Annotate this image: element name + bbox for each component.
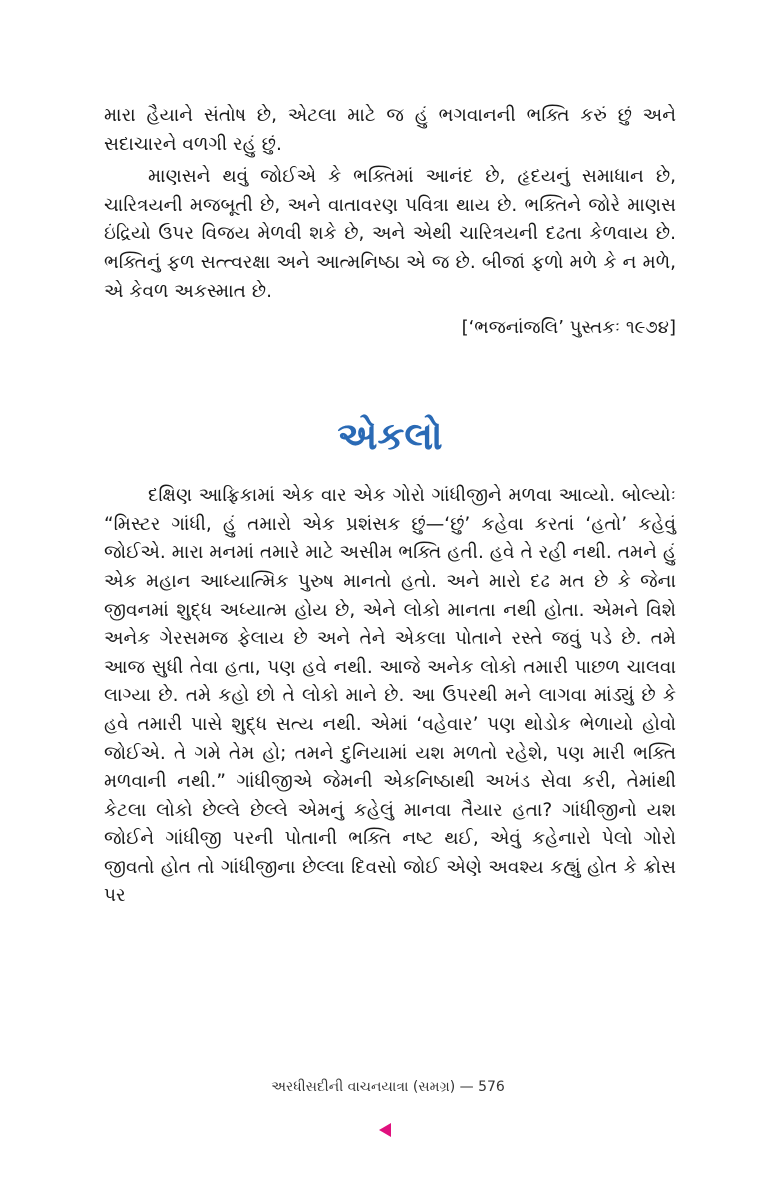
citation: [‘ભજનાંજલિ’ પુસ્તકઃ ૧૯૭૪]	[461, 317, 676, 339]
paragraph-1: મારા હૈયાને સંતોષ છે, એટલા માટે જ હું ભગવાનની ભક્તિ કરું છું અને સદાચારને વળગી રહું છું.	[104, 105, 676, 155]
page-content	[104, 102, 676, 911]
paragraph-3: દક્ષિણ આફ્રિકામાં એક વાર એક ગોરો ગાંધીજીને મળવા આવ્યો. બોલ્યોઃ “મિસ્ટર ગાંધી, હું તમારો એક પ્રશંસક છું—‘છું’ કહેવા કરતાં ‘હતો’ કહેવું જોઈએ. મારા મનમાં તમારે માટે અસીમ ભક્તિ હતી. હવે તે રહી નથી. તમને હું એક મહાન આધ્યાત્મિક પુરુષ માનતો હતો. અને મારો દઢ મત છે કે જેના જીવનમાં શુદ્ધ અધ્યાત્મ હોય છે, એને લોકો માનતા નથી હોતા. એમને વિશે અનેક ગેરસમજ ફેલાય છે અને તેને એકલા પોતાને રસ્તે જવું પડે છે. તમે આજ સુધી તેવા હતા, પણ હવે નથી. આજે અનેક લોકો તમારી પાછળ ચાલવા લાગ્યા છે. તમે કહો છો તે લોકો માને છે. આ ઉપરથી મને લાગવા માંડ્યું છે કે હવે તમારી પાસે શુદ્ધ સત્ય નથી. એમાં ‘વહેવાર’ પણ થોડોક ભેળાયો હોવો જોઈએ. તે ગમે તેમ હો; તમને દુનિયામાં યશ મળતો રહેશે, પણ મારી ભક્તિ મળવાની નથી.” ગાંધીજીએ જેમની એકનિષ્ઠાથી અખંડ સેવા કરી, તેમાંથી કેટલા લોકો છેલ્લે છેલ્લે એમનું કહેલું માનવા તૈયાર હતા? ગાંધીજીનો યશ જોઈને ગાંધીજી પરની પોતાની ભક્તિ નષ્ટ થઈ, એવું કહેનારો પેલો ગોરો જીવતો હોત તો ગાંધીજીના છેલ્લા દિવસો જોઈ એણે અવશ્ય કહ્યું હોત કે ક્રોસ પર	[104, 485, 676, 907]
paragraph-2: માણસને થવું જોઈએ કે ભક્તિમાં આનંદ છે, હૃદયનું સમાધાન છે, ચારિત્રયની મજબૂતી છે, અને વાતાવરણ પવિત્રા થાય છે. ભક્તિને જોરે માણસ ઇંદ્રિયો ઉપર વિજય મેળવી શકે છે, અને એથી ચારિત્રયની દઢતા કેળવાય છે. ભક્તિનું ફળ સત્ત્વરક્ષા અને આત્મનિષ્ઠા એ જ છે. બીજાં ફળો મળે કે ન મળે, એ કેવળ અકસ્માત છે.	[104, 166, 676, 302]
section-heading: એકલો	[337, 414, 443, 459]
previous-page-icon[interactable]	[379, 1123, 391, 1137]
page-footer: અરધીસદીની વાચનયાત્રા (સમગ્ર) — 576	[271, 1079, 505, 1095]
